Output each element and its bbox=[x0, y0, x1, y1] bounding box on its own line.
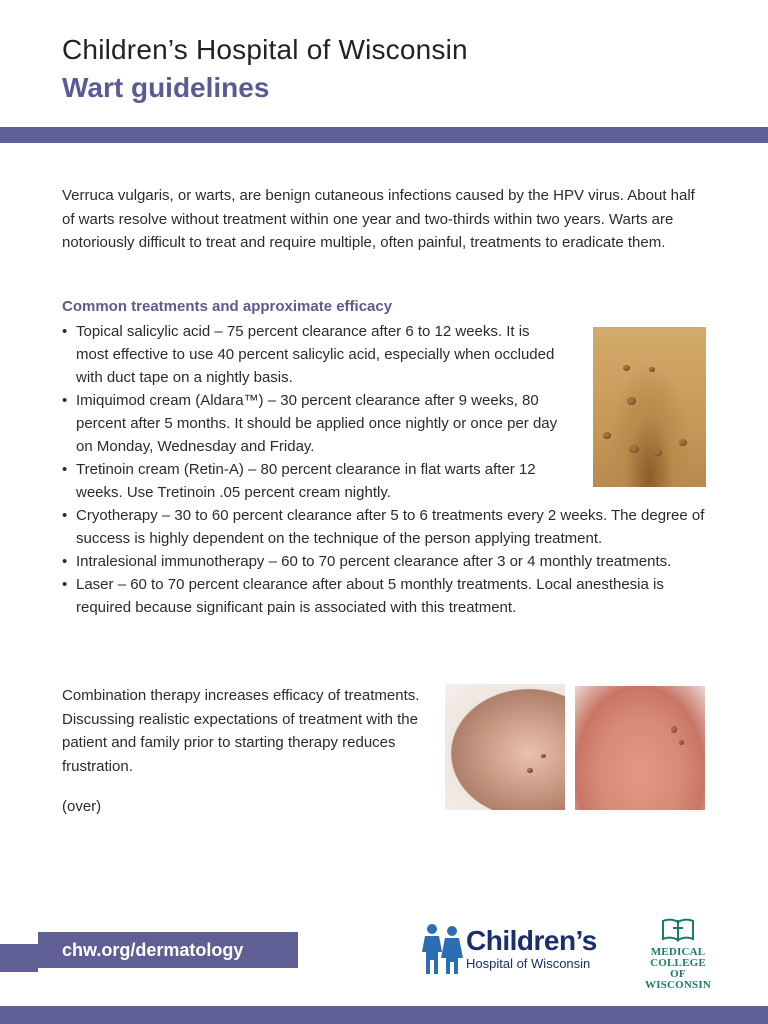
chw-logo bbox=[420, 922, 620, 976]
over-note: (over) bbox=[62, 798, 102, 815]
book-icon bbox=[661, 918, 695, 942]
mcw-logo bbox=[638, 918, 718, 991]
mcw-line: COLLEGE bbox=[650, 957, 706, 969]
list-item: • Laser – 60 to 70 percent clearance after about 5 monthly treatments. Local anesthesia is required because significant pain is associated with this treatment. bbox=[62, 573, 712, 619]
children-figures-icon bbox=[420, 922, 464, 976]
mcw-line: OF WISCONSIN bbox=[645, 968, 711, 991]
header-org: Children’s Hospital of Wisconsin bbox=[62, 34, 468, 65]
page-title: Wart guidelines bbox=[62, 72, 270, 103]
combination-paragraph: Combination therapy increases efficacy of treatments. Discussing realistic expectations of treatment with the patient and family prior to starting therapy reduces frustration. bbox=[62, 687, 420, 775]
wart-photo-finger bbox=[593, 327, 706, 487]
page-header bbox=[62, 30, 468, 106]
mcw-line: MEDICAL bbox=[650, 946, 706, 958]
wart-photo-toes bbox=[575, 686, 705, 810]
section-heading: Common treatments and approximate efficacy bbox=[62, 298, 393, 315]
list-item: • Imiquimod cream (Aldara™) – 30 percent clearance after 9 weeks, 80 percent after 5 months. It should be applied once nightly or once per day on Monday, Wednesday and Friday. bbox=[62, 389, 566, 458]
wart-photo-thumb bbox=[445, 684, 565, 810]
list-item: • Topical salicylic acid – 75 percent clearance after 6 to 12 weeks. It is most effective to use 40 percent salicylic acid, especially when occluded with duct tape on a nightly basis. bbox=[62, 320, 566, 389]
chw-logo-subtitle: Hospital of Wisconsin bbox=[466, 956, 591, 971]
website-link[interactable]: chw.org/dermatology bbox=[38, 932, 298, 968]
list-item: • Intralesional immunotherapy – 60 to 70 percent clearance after 3 or 4 monthly treatments. bbox=[62, 550, 712, 573]
footer-band bbox=[0, 1006, 768, 1024]
header-band bbox=[0, 127, 768, 143]
chw-logo-name: Children’s bbox=[466, 925, 597, 956]
footer-tab bbox=[0, 944, 38, 972]
list-item: • Cryotherapy – 30 to 60 percent clearance after 5 to 6 treatments every 2 weeks. The degree of success is highly dependent on the technique of the person applying treatment. bbox=[62, 504, 712, 550]
list-item: • Tretinoin cream (Retin-A) – 80 percent clearance in flat warts after 12 weeks. Use Tretinoin .05 percent cream nightly. bbox=[62, 458, 566, 504]
intro-paragraph: Verruca vulgaris, or warts, are benign cutaneous infections caused by the HPV virus. About half of warts resolve without treatment within one year and two-thirds within two years. Warts are notoriously difficult to treat and require multiple, often painful, treatments to eradicate them. bbox=[62, 187, 695, 251]
